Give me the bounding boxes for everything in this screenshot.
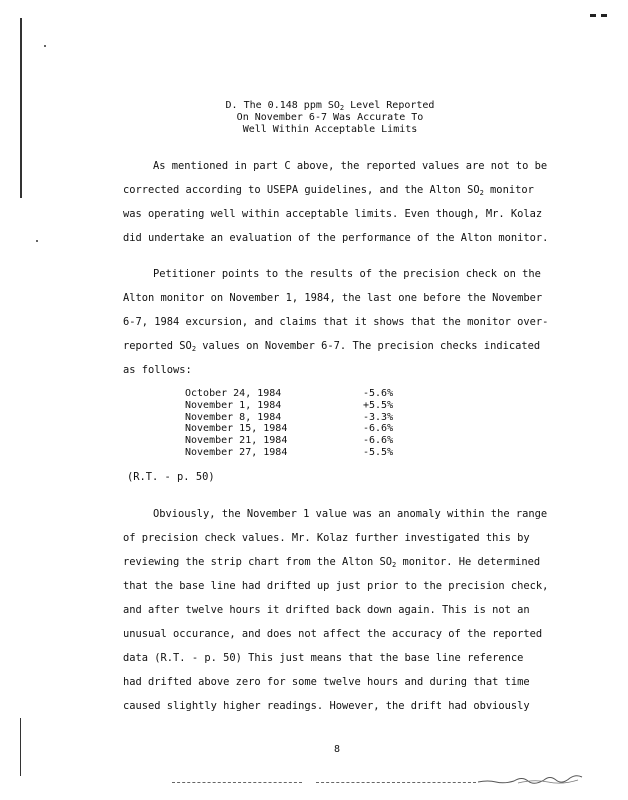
check-date: November 1, 1984 — [185, 399, 282, 411]
paragraph-line: caused slightly higher readings. However, the drift had obviously — [123, 700, 530, 712]
table-row — [185, 447, 435, 459]
paragraph-line: had drifted above zero for some twelve hours and during that time — [123, 676, 530, 688]
paragraph-3 — [123, 502, 549, 718]
corner-mark — [590, 14, 596, 17]
table-row — [185, 400, 435, 412]
paragraph-line: did undertake an evaluation of the performance of the Alton monitor. — [123, 232, 549, 244]
paragraph-line: was operating well within acceptable limits. Even though, Mr. Kolaz — [123, 208, 543, 220]
paragraph-line: reported $SO_2$ values on November 6-7. The precision checks indicated — [123, 340, 541, 353]
paragraph-line: As mentioned in part C above, the reported values are not to be — [153, 160, 548, 172]
scribble-mark — [478, 772, 584, 784]
page-number: 8 — [334, 744, 341, 755]
paragraph-line: of precision check values. Mr. Kolaz further investigated this by — [123, 532, 530, 544]
check-value: -6.6% — [363, 423, 394, 435]
check-date: November 27, 1984 — [185, 446, 288, 458]
section-heading — [180, 100, 480, 136]
paragraph-line: unusual occurance, and does not affect the accuracy of the reported — [123, 628, 543, 640]
paragraph-line: Petitioner points to the results of the precision check on the — [153, 268, 541, 280]
table-row — [185, 435, 435, 447]
scan-speck — [36, 240, 38, 242]
paragraph-line: as follows: — [123, 364, 192, 376]
footer-rule — [316, 782, 476, 783]
check-date: November 21, 1984 — [185, 435, 288, 447]
table-row — [185, 423, 435, 435]
corner-mark — [601, 14, 607, 17]
table-row — [185, 412, 435, 424]
record-reference: (R.T. - p. 50) — [127, 471, 215, 483]
paragraph-line: corrected according to USEPA guidelines, and the Alton $SO_2$ monitor — [123, 184, 534, 197]
check-value: -5.5% — [363, 446, 394, 458]
precision-check-table — [185, 388, 435, 459]
paragraph-1 — [123, 154, 549, 250]
check-value: -6.6% — [363, 435, 394, 447]
paragraph-line: reviewing the strip chart from the Alton $SO_2$ monitor. He determined — [123, 556, 541, 569]
heading-line-2: On November 6-7 Was Accurate To — [236, 112, 424, 123]
check-value: -5.6% — [363, 388, 394, 399]
table-row — [185, 388, 435, 400]
check-date: November 15, 1984 — [185, 423, 288, 435]
left-margin-mark — [20, 18, 22, 198]
check-value: -3.3% — [363, 411, 394, 423]
paragraph-line: that the base line had drifted up just prior to the precision check, — [123, 580, 549, 592]
check-value: +5.5% — [363, 399, 394, 411]
paragraph-2 — [123, 262, 549, 382]
check-date: November 8, 1984 — [185, 411, 282, 423]
heading-line-3: Well Within Acceptable Limits — [242, 124, 418, 135]
paragraph-line: Alton monitor on November 1, 1984, the last one before the November — [123, 292, 543, 304]
left-margin-mark-lower — [20, 718, 21, 776]
paragraph-line: Obviously, the November 1 value was an anomaly within the range — [153, 508, 548, 520]
paragraph-line: 6-7, 1984 excursion, and claims that it shows that the monitor over- — [123, 316, 549, 328]
check-date: October 24, 1984 — [185, 388, 282, 399]
footer-rule — [172, 782, 302, 783]
scan-speck — [44, 45, 46, 47]
paragraph-line: and after twelve hours it drifted back down again. This is not an — [123, 604, 530, 616]
heading-line-1: D. The 0.148 ppm $SO_2$ Level Reported — [225, 100, 435, 112]
paragraph-line: data (R.T. - p. 50) This just means that the base line reference — [123, 652, 524, 664]
